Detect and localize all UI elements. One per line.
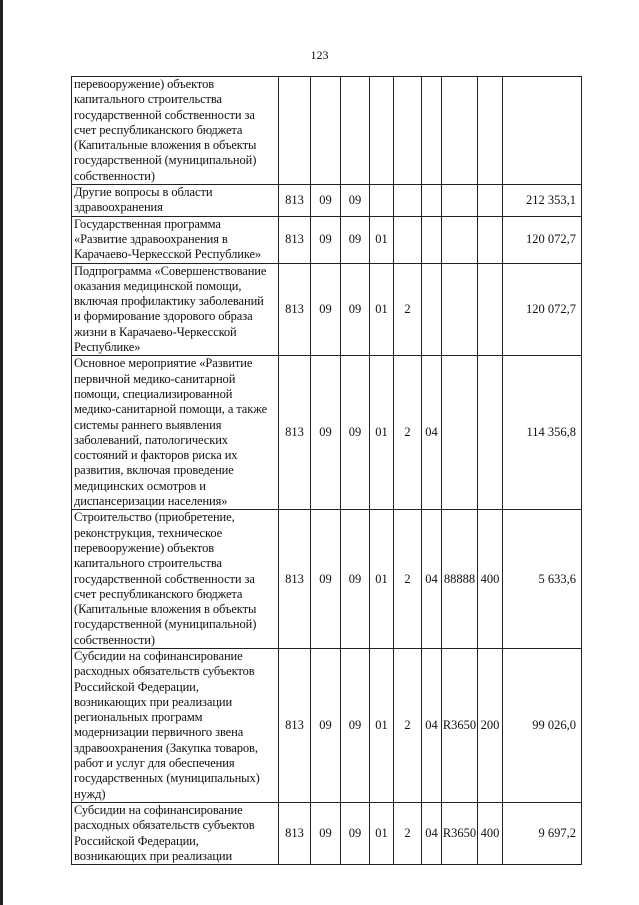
row-name-cell — [72, 263, 279, 356]
table-body — [72, 77, 582, 865]
event-code-cell — [422, 185, 442, 217]
direction-code-cell — [442, 356, 478, 510]
row-name-text: Подпрограмма «Совершенствование оказания медицинской помощи, включая профилактику заболеваний и формирование здорового образа жизни в Карачаево-Черкесской Республике» — [74, 263, 267, 355]
section-code-cell: 09 — [311, 263, 341, 356]
ministry-code-cell: 813 — [279, 263, 311, 356]
amount-cell: 120 072,7 — [503, 216, 582, 263]
subprogram-code-cell: 2 — [394, 802, 422, 864]
section-code-cell: 09 — [311, 356, 341, 510]
event-code-cell: 04 — [422, 802, 442, 864]
amount-cell: 212 353,1 — [503, 185, 582, 217]
subprogram-code-cell — [394, 77, 422, 185]
ministry-code-cell: 813 — [279, 802, 311, 864]
row-name-text: Строительство (приобретение, реконструкция, техническое перевооружение) объектов капитального строительства государственной собственности за счет республиканского бюджета (Капитальные вложения в объекты государственной (муниципальной) собственности) — [74, 510, 257, 647]
row-name-cell — [72, 356, 279, 510]
subprogram-code-cell: 2 — [394, 356, 422, 510]
direction-code-cell — [442, 216, 478, 263]
table-row — [72, 263, 582, 356]
table-row — [72, 356, 582, 510]
row-name-text: Субсидии на софинансирование расходных обязательств субъектов Российской Федерации, возникающих при реализации региональных программ модернизации первичного звена здравоохранения (Закупка товаров, работ и услуг для обеспечения государственных (муниципальных) нужд) — [74, 648, 260, 801]
row-name-cell — [72, 77, 279, 185]
program-code-cell: 01 — [370, 802, 394, 864]
program-code-cell — [370, 77, 394, 185]
ministry-code-cell: 813 — [279, 510, 311, 649]
event-code-cell — [422, 77, 442, 185]
row-name-text: перевооружение) объектов капитального строительства государственной собственности за счет республиканского бюджета (Капитальные вложения в объекты государственной (муниципальной) собственности) — [74, 77, 257, 183]
section-code-cell — [311, 77, 341, 185]
subsection-code-cell: 09 — [341, 185, 370, 217]
event-code-cell: 04 — [422, 356, 442, 510]
table-row — [72, 648, 582, 802]
subprogram-code-cell — [394, 185, 422, 217]
ministry-code-cell — [279, 77, 311, 185]
row-name-text: Основное мероприятие «Развитие первичной медико-санитарной помощи, специализированной медико-санитарной помощи, а также системы раннего выявления заболеваний, патологических состояний и факторов риска их развития, включая проведение медицинских осмотров и диспансеризации населения» — [74, 356, 268, 509]
expense-type-cell: 400 — [478, 510, 503, 649]
section-code-cell: 09 — [311, 216, 341, 263]
amount-cell: 114 356,8 — [503, 356, 582, 510]
program-code-cell: 01 — [370, 216, 394, 263]
row-name-text: Другие вопросы в области здравоохранения — [74, 185, 213, 215]
ministry-code-cell: 813 — [279, 185, 311, 217]
expense-type-cell — [478, 185, 503, 217]
expense-type-cell: 200 — [478, 648, 503, 802]
amount-cell: 120 072,7 — [503, 263, 582, 356]
section-code-cell: 09 — [311, 648, 341, 802]
expense-type-cell — [478, 77, 503, 185]
subsection-code-cell: 09 — [341, 356, 370, 510]
subprogram-code-cell — [394, 216, 422, 263]
row-name-text: Государственная программа «Развитие здравоохранения в Карачаево-Черкесской Республике» — [74, 216, 262, 262]
direction-code-cell — [442, 77, 478, 185]
subsection-code-cell: 09 — [341, 263, 370, 356]
direction-code-cell: R3650 — [442, 802, 478, 864]
table-row — [72, 802, 582, 864]
subprogram-code-cell: 2 — [394, 263, 422, 356]
ministry-code-cell: 813 — [279, 648, 311, 802]
ministry-code-cell: 813 — [279, 356, 311, 510]
row-name-text: Субсидии на софинансирование расходных обязательств субъектов Российской Федерации, возникающих при реализации — [74, 802, 255, 863]
event-code-cell: 04 — [422, 648, 442, 802]
row-name-cell — [72, 185, 279, 217]
amount-cell — [503, 77, 582, 185]
expense-type-cell — [478, 263, 503, 356]
event-code-cell — [422, 263, 442, 356]
program-code-cell: 01 — [370, 263, 394, 356]
event-code-cell — [422, 216, 442, 263]
direction-code-cell: 88888 — [442, 510, 478, 649]
subprogram-code-cell: 2 — [394, 510, 422, 649]
section-code-cell: 09 — [311, 510, 341, 649]
scan-left-edge — [0, 0, 3, 905]
expense-type-cell: 400 — [478, 802, 503, 864]
direction-code-cell — [442, 263, 478, 356]
subsection-code-cell: 09 — [341, 648, 370, 802]
subsection-code-cell: 09 — [341, 510, 370, 649]
direction-code-cell — [442, 185, 478, 217]
row-name-cell — [72, 648, 279, 802]
program-code-cell: 01 — [370, 648, 394, 802]
program-code-cell — [370, 185, 394, 217]
expense-type-cell — [478, 216, 503, 263]
table-row — [72, 510, 582, 649]
row-name-cell — [72, 216, 279, 263]
budget-table — [71, 76, 582, 865]
table-row — [72, 216, 582, 263]
program-code-cell: 01 — [370, 356, 394, 510]
direction-code-cell: R3650 — [442, 648, 478, 802]
ministry-code-cell: 813 — [279, 216, 311, 263]
subprogram-code-cell: 2 — [394, 648, 422, 802]
subsection-code-cell: 09 — [341, 802, 370, 864]
amount-cell: 5 633,6 — [503, 510, 582, 649]
section-code-cell: 09 — [311, 802, 341, 864]
amount-cell: 9 697,2 — [503, 802, 582, 864]
amount-cell: 99 026,0 — [503, 648, 582, 802]
row-name-cell — [72, 510, 279, 649]
table-row — [72, 185, 582, 217]
page-number: 123 — [310, 48, 329, 62]
table-row — [72, 77, 582, 185]
subsection-code-cell — [341, 77, 370, 185]
expense-type-cell — [478, 356, 503, 510]
section-code-cell: 09 — [311, 185, 341, 217]
row-name-cell — [72, 802, 279, 864]
subsection-code-cell: 09 — [341, 216, 370, 263]
event-code-cell: 04 — [422, 510, 442, 649]
program-code-cell: 01 — [370, 510, 394, 649]
